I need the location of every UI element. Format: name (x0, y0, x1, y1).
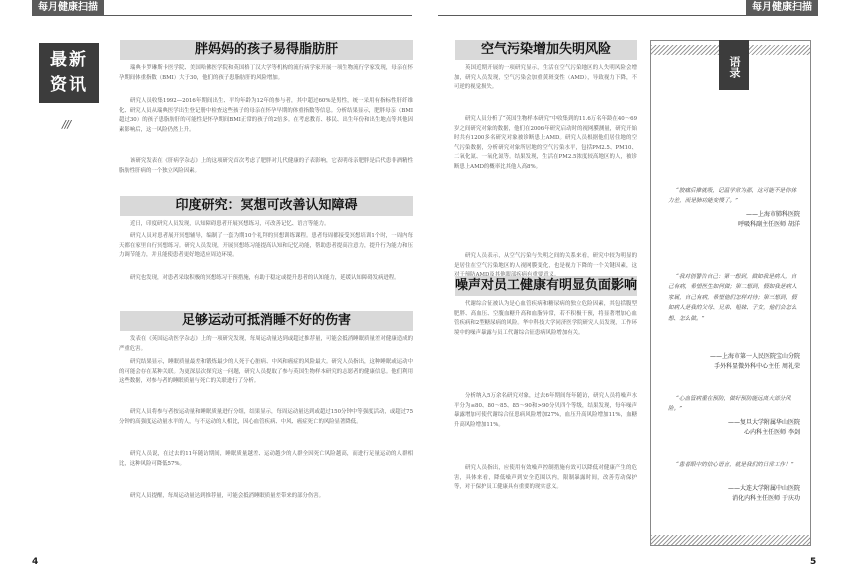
article-3-paragraph: 研究人员说，在过去的11年随访期间，睡眠质量越差、运动越少的人群全因死亡风险越高，而进行足量运动的人群相比，这种风险可降低57%。 (119, 451, 413, 467)
slash-mark: /// (62, 118, 71, 131)
article-5-paragraph: 研究人员指出，应使用有效噪声控制措施有效可以降低对健康产生的危害，具体来看，降低噪声到安全范围以内，限制暴露时间，改善劳动保护等，对于保护员工健康具有重要的现实意义。 (454, 465, 637, 491)
section-header-right: 每月健康扫描 (746, 0, 818, 15)
article-1-title: 胖妈妈的孩子易得脂肪肝 (194, 42, 338, 57)
article-4-title: 空气污染增加失明风险 (480, 42, 611, 57)
quote-source: ——大连大学附属中山医院 (727, 485, 800, 492)
header-rule-right (438, 15, 818, 16)
article-3-paragraph: 研究人员将参与者按运动量和睡眠质量进行分组，结果显示，每周运动量达到或超过150分钟中等强度活动，或超过75分钟的高强度运动量水平的人，与不运动的人相比，因心血管疾病、中风、癌症死亡的风险显著降低。 (119, 409, 413, 425)
article-1-paragraph: 研究人员收集1992—2016年期间出生、平均年龄为12年的参与者，其中超过60%是男性，统一采用有指标性肝纤维化、研究人员从瑞典医学出生登记册中检查这些孩子的母亲在怀孕早期的体重指数等信息。分析结果显示，肥胖母亲（BMI超过30）的孩子患脂肪肝的可能性是怀孕期间BMI正常的孩子的2倍多。在考虑教育、移民、出生年份和出生地点等其他因素影响后，这一风险仍然上升。 (119, 98, 413, 133)
quote-source: ——上海市肺科医院 (745, 211, 800, 218)
quote-source: ——上海市第一人民医院宝山分院 (709, 353, 800, 360)
article-5-paragraph: 分析纳入5万余名研究对象，过去6年期间每年随访，研究人员将噪声水平分为≤80、80～85、85～90和>90分贝四个等级，结果发现，每年噪声暴露增加可使代谢综合征患病风险增加27%，血压升高风险增加11%，血糖升高风险增加11%。 (454, 393, 637, 428)
article-3-paragraph: 研究结果显示，睡眠质量最差和锻炼最少的人死于心脏病、中风和癌症的风险最大。研究人员指出，这种睡眠或运动中的可能会存在某种关联。为更深层次探究这一问题，研究人员提取了参与英国生物样本研究的志愿者的健康信息。他们利用这些数据，对参与者的睡眠质量与死亡的关联进行了分析。 (119, 359, 413, 385)
latest-news-badge (39, 43, 99, 103)
quote-text: “我对创警告自己：第一想到，做如我是病人，自己有病，希望医生如何做；第二想到，假如我是病人家属，自己有病，希望他们怎样对待；第三想到，假如病人是我的父母、兄弟、姐妹、子女，他们会怎么想、怎么做。” (668, 274, 797, 322)
article-3-paragraph: 发表在《英国运动医学杂志》上的一项研究发现，每周运动量达到或超过推荐量，可能会抵消睡眠质量差对健康造成的严重危害。 (119, 336, 413, 352)
quote-text: “心血管病重在预防，做好预防能远离大部分风险。” (668, 396, 791, 413)
article-1-paragraph: 该研究发表在《肝病学杂志》上的这项研究首次考虑了肥胖对儿代健康的子表影响，它表明母亲肥胖是后代患非酒精性脂肪性肝病的一个独立风险因素。 (119, 158, 413, 174)
article-1-paragraph: 瑞典卡罗琳斯卡医学院、美国哈佛医学院和英国格丁汉大学等机构的流行病学家开展一项生物流行学家发现，母亲在怀孕期间体重指数（BMI）大于30，他们的孩子患脂肪肝的风险增加。 (119, 65, 413, 81)
article-3-paragraph (119, 532, 413, 544)
article-5-title: 噪声对员工健康有明显负面影响 (455, 278, 638, 293)
quote-role: 心内科主任医师 李剑 (744, 429, 800, 436)
quote-text: “胶痛后推就吸，记温学常为那，这可能不是你体力差，而是肺功能变慢了。” (668, 188, 797, 205)
header-rule-left (32, 15, 412, 16)
page-number-right: 5 (810, 557, 817, 567)
article-4-paragraph: 研究人员表示，从空气污染与失明之间的关系来看，研究中较为明显的是居住在空气污染地区的人视网膜变化，也是视力下降的一个关键因素，这 (454, 253, 637, 269)
article-5-paragraph: 代谢综合征被认为是心血管疾病和糖尿病的独立危险因素，其包括腹型肥胖、高血压、空腹血糖升高和血脂异常，若不积极干预，将显著增加心血管疾病和2型糖尿病的风险。华中科技大学同济医学院研究人员发现，工作环境中的噪声暴露与员工代谢综合征患病风险增加有关。 (454, 301, 637, 336)
sidebar-hatch-bottom (651, 535, 810, 545)
article-2-paragraph: 近日，印度研究人员发现，认知障碍患者开展冥想练习，可改善记忆、语言等能力。 (130, 221, 330, 227)
article-3-title: 足够运动可抵消睡不好的伤害 (181, 313, 351, 328)
article-4-paragraph: 研究人员分析了“英国生物样本研究”中收集到的11.6万名年龄在40～69岁之间研究对象的数据，他们在2006年研究启动时的视网膜测量，研究开始时共有1200多名研究对象被诊断患上AMD。研究人员根据他们居住地的空气污染数据，分析研究对象所居地的空气污染水平，包括PM2.5、PM10、二氧化氮、一氧化氮等。结果发现，生活在PM2.5浓度较高地区的人，被诊断患上AMD的概率比其他人高8%。 (454, 116, 637, 170)
section-header-left: 每月健康扫描 (32, 0, 104, 15)
article-3-paragraph: 研究人员提醒，每周运动量达到推荐量，可能会抵消睡眠质量差带来的部分伤害。 (130, 493, 325, 499)
page-number-left: 4 (32, 557, 39, 567)
quote-role: 呼吸科副主任医师 胡洋 (738, 221, 800, 228)
article-2-paragraph: 研究人员对患者展开冥想辅导，编制了一套为期10个礼拜的冥想训练课程。患者每周都接受冥想培训1个时，一周内每天都在家里自行冥想练习。研究人员发现，开展冥想练习能提高认知和记忆功能，帮助患者提高注意力，提升行为能力和压力调节能力，并且能使患者更好地适应周边环境。 (119, 233, 413, 259)
badge-line-1: 最新 (50, 50, 88, 70)
quote-role: 消化内科主任医师 于庆功 (732, 495, 800, 502)
badge-line-2: 资讯 (50, 75, 88, 95)
article-2-paragraph: 研究也发现，对患者采取积极的冥想练习干预措施，有助于稳定或提升患者的认知能力，延缓认知障碍发病进程。 (130, 275, 400, 281)
quote-role: 手外科显微外科中心主任 周礼荣 (714, 363, 800, 370)
quotes-tab: 语录 (719, 40, 749, 90)
article-2-title: 印度研究：冥想可改善认知障碍 (175, 198, 358, 213)
quote-text: “患者眼中的信心语言，就是我们的日常工作！” (676, 462, 794, 468)
article-4-paragraph: 英国近期开展的一项研究显示，生活在空气污染地区的人失明风险会增加，研究人员发现，空气污染会加重黄斑变性（AMD），导致视力下降，不可逆的视觉损失。 (454, 65, 637, 91)
quote-source: ——复旦大学附属华山医院 (727, 419, 800, 426)
